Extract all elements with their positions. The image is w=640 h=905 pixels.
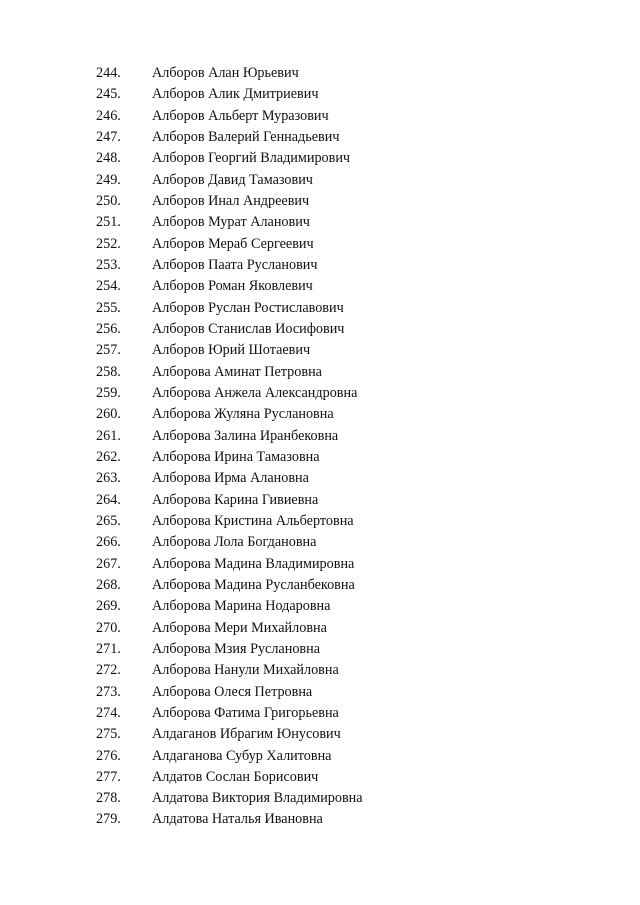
list-item-number: 264. xyxy=(96,491,121,508)
list-item-name: Алборов Станислав Иосифович xyxy=(152,320,345,337)
list-item-number: 258. xyxy=(96,363,121,380)
list-item-name: Алборов Алик Дмитриевич xyxy=(152,86,319,103)
list-item xyxy=(0,212,640,233)
list-item-name: Алборов Руслан Ростиславович xyxy=(152,299,344,316)
list-item xyxy=(0,639,640,660)
list-item-number: 250. xyxy=(96,192,121,209)
list-item-name: Алборов Паата Русланович xyxy=(152,256,318,273)
list-item-number: 277. xyxy=(96,768,121,785)
list-item-number: 262. xyxy=(96,448,121,465)
list-item-number: 272. xyxy=(96,662,121,679)
list-item-name: Алборова Фатима Григорьевна xyxy=(152,704,339,721)
list-item xyxy=(0,255,640,276)
list-item xyxy=(0,340,640,361)
list-item xyxy=(0,809,640,830)
list-item-name: Алборов Мераб Сергеевич xyxy=(152,235,314,252)
list-item-number: 270. xyxy=(96,619,121,636)
list-item-number: 267. xyxy=(96,555,121,572)
list-item xyxy=(0,468,640,489)
list-item xyxy=(0,106,640,127)
list-item xyxy=(0,362,640,383)
list-item xyxy=(0,660,640,681)
list-item-number: 269. xyxy=(96,598,121,615)
list-item xyxy=(0,767,640,788)
list-item xyxy=(0,746,640,767)
list-item-name: Алборова Мадина Владимировна xyxy=(152,555,355,572)
list-item-number: 245. xyxy=(96,86,121,103)
list-item-name: Алборова Ирма Алановна xyxy=(152,470,309,487)
list-item xyxy=(0,234,640,255)
list-item-number: 271. xyxy=(96,640,121,657)
list-item-name: Алборова Кристина Альбертовна xyxy=(152,512,354,529)
list-item-number: 255. xyxy=(96,299,121,316)
list-item xyxy=(0,191,640,212)
list-item-name: Алборов Альберт Муразович xyxy=(152,107,329,124)
list-item-name: Алборов Мурат Аланович xyxy=(152,214,310,231)
list-item xyxy=(0,490,640,511)
list-item-name: Алборов Валерий Геннадьевич xyxy=(152,128,340,145)
list-item xyxy=(0,298,640,319)
list-item xyxy=(0,447,640,468)
list-item-name: Алборова Анжела Александровна xyxy=(152,384,358,401)
list-item-number: 268. xyxy=(96,576,121,593)
list-item-name: Алборов Давид Тамазович xyxy=(152,171,313,188)
list-item-name: Алборов Инал Андреевич xyxy=(152,192,310,209)
list-item xyxy=(0,319,640,340)
list-item-number: 248. xyxy=(96,150,121,167)
list-item-name: Алдатова Виктория Владимировна xyxy=(152,790,363,807)
list-item-name: Алдатов Сослан Борисович xyxy=(152,768,319,785)
list-item-number: 261. xyxy=(96,427,121,444)
list-item-name: Алборова Мери Михайловна xyxy=(152,619,327,636)
list-item-number: 265. xyxy=(96,512,121,529)
list-item-number: 274. xyxy=(96,704,121,721)
list-item-number: 251. xyxy=(96,214,121,231)
list-item xyxy=(0,170,640,191)
list-item xyxy=(0,703,640,724)
list-item-number: 260. xyxy=(96,406,121,423)
list-item-number: 279. xyxy=(96,811,121,828)
list-item-name: Алборова Мадина Русланбековна xyxy=(152,576,355,593)
list-item-number: 259. xyxy=(96,384,121,401)
list-item-name: Алборова Аминат Петровна xyxy=(152,363,322,380)
list-item xyxy=(0,575,640,596)
list-item-name: Алборов Георгий Владимирович xyxy=(152,150,351,167)
list-item xyxy=(0,618,640,639)
list-item-number: 244. xyxy=(96,65,121,81)
list-item xyxy=(0,554,640,575)
name-list xyxy=(0,63,640,831)
list-item xyxy=(0,127,640,148)
list-item-number: 254. xyxy=(96,278,121,295)
list-item xyxy=(0,788,640,809)
list-item-name: Алборова Жуляна Руслановна xyxy=(152,406,334,423)
list-item-number: 249. xyxy=(96,171,121,188)
list-item-number: 252. xyxy=(96,235,121,252)
list-item-number: 266. xyxy=(96,534,121,551)
list-item-name: Алборова Лола Богдановна xyxy=(152,534,317,551)
list-item-name: Алдаганова Субур Халитовна xyxy=(152,747,332,764)
list-item-number: 253. xyxy=(96,256,121,273)
list-item-number: 257. xyxy=(96,342,121,359)
list-item xyxy=(0,276,640,297)
list-item-name: Алборова Марина Нодаровна xyxy=(152,598,331,615)
list-item-name: Алборов Роман Яковлевич xyxy=(152,278,313,295)
list-item-name: Алборова Мзия Руслановна xyxy=(152,640,320,657)
list-item xyxy=(0,511,640,532)
list-item-name: Алборова Олеся Петровна xyxy=(152,683,313,700)
list-item xyxy=(0,426,640,447)
list-item-number: 276. xyxy=(96,747,121,764)
list-item-number: 256. xyxy=(96,320,121,337)
list-item xyxy=(0,682,640,703)
list-item-number: 275. xyxy=(96,726,121,743)
list-item xyxy=(0,532,640,553)
list-item-name: Алборова Ирина Тамазовна xyxy=(152,448,320,465)
list-item-number: 263. xyxy=(96,470,121,487)
list-item-number: 278. xyxy=(96,790,121,807)
list-item-name: Алборов Юрий Шотаевич xyxy=(152,342,311,359)
list-item xyxy=(0,383,640,404)
list-item-number: 273. xyxy=(96,683,121,700)
list-item-name: Алборова Нанули Михайловна xyxy=(152,662,339,679)
list-item xyxy=(0,724,640,745)
list-item xyxy=(0,404,640,425)
list-item xyxy=(0,63,640,84)
list-item xyxy=(0,148,640,169)
list-item-number: 246. xyxy=(96,107,121,124)
list-item-name: Алборов Алан Юрьевич xyxy=(152,65,299,81)
list-item-name: Алборова Карина Гивиевна xyxy=(152,491,319,508)
list-item xyxy=(0,596,640,617)
list-item-name: Алдаганов Ибрагим Юнусович xyxy=(152,726,341,743)
list-item-number: 247. xyxy=(96,128,121,145)
list-item xyxy=(0,84,640,105)
list-item-name: Алборова Залина Иранбековна xyxy=(152,427,339,444)
list-item-name: Алдатова Наталья Ивановна xyxy=(152,811,323,828)
